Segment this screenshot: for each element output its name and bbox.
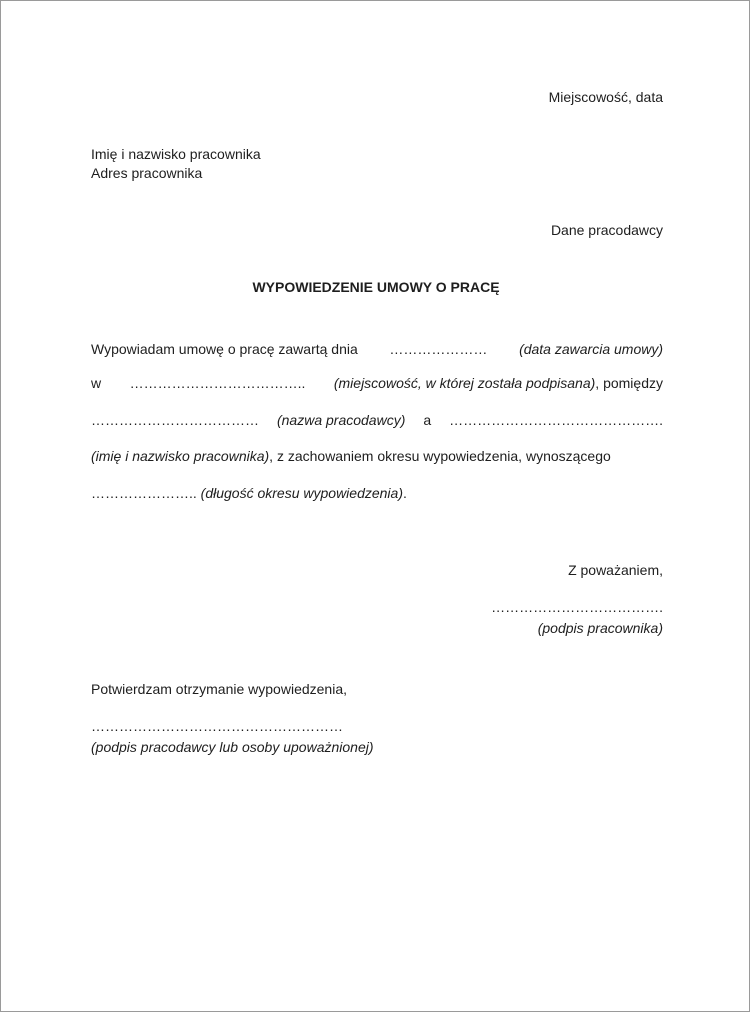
blank-field: ………………… — [389, 341, 488, 357]
field-hint: (miejscowość, w której została podpisana) — [333, 375, 596, 391]
document-title: WYPOWIEDZENIE UMOWY O PRACĘ — [252, 279, 500, 295]
body-line-5 — [91, 485, 663, 502]
confirmation-text: Potwierdzam otrzymanie wypowiedzenia, — [91, 681, 347, 697]
body-line-4 — [91, 448, 663, 465]
field-hint: (imię i nazwisko pracownika) — [91, 448, 270, 464]
body-text: w — [91, 375, 102, 391]
employer-signature-label: (podpis pracodawcy lub osoby upoważnionej) — [91, 739, 374, 755]
employer-data-label: Dane pracodawcy — [550, 222, 663, 238]
field-hint: (nazwa pracodawcy) — [276, 412, 406, 428]
field-hint: (data zawarcia umowy) — [519, 341, 663, 357]
field-hint: (długość okresu wypowiedzenia) — [200, 485, 403, 501]
employee-name-label: Imię i nazwisko pracownika — [91, 146, 261, 162]
place-date-label: Miejscowość, data — [548, 89, 663, 105]
body-text: a — [423, 412, 432, 428]
body-line-2 — [91, 375, 663, 392]
body-text: , pomiędzy — [595, 375, 663, 391]
body-line-3 — [91, 412, 663, 429]
hint-group — [91, 448, 611, 465]
employer-signature-line: ……………………………………………… — [91, 718, 343, 734]
body-line-1 — [91, 341, 663, 358]
regards-label: Z poważaniem, — [568, 562, 663, 578]
blank-field: ……………………………….. — [129, 375, 306, 391]
employee-address-label: Adres pracownika — [91, 165, 203, 181]
employee-signature-line: ………………………………. — [491, 599, 663, 615]
body-text: , z zachowaniem okresu wypowiedzenia, wynoszącego — [269, 448, 611, 464]
blank-field: ………………….. — [91, 485, 197, 501]
employee-signature-label: (podpis pracownika) — [537, 620, 663, 636]
blank-field: ………………………………………. — [449, 412, 663, 428]
blank-field: ……………………………… — [91, 412, 259, 428]
hint-group — [334, 375, 663, 392]
body-text: Wypowiadam umowę o pracę zawartą dnia — [91, 341, 358, 357]
body-text: . — [403, 485, 407, 501]
